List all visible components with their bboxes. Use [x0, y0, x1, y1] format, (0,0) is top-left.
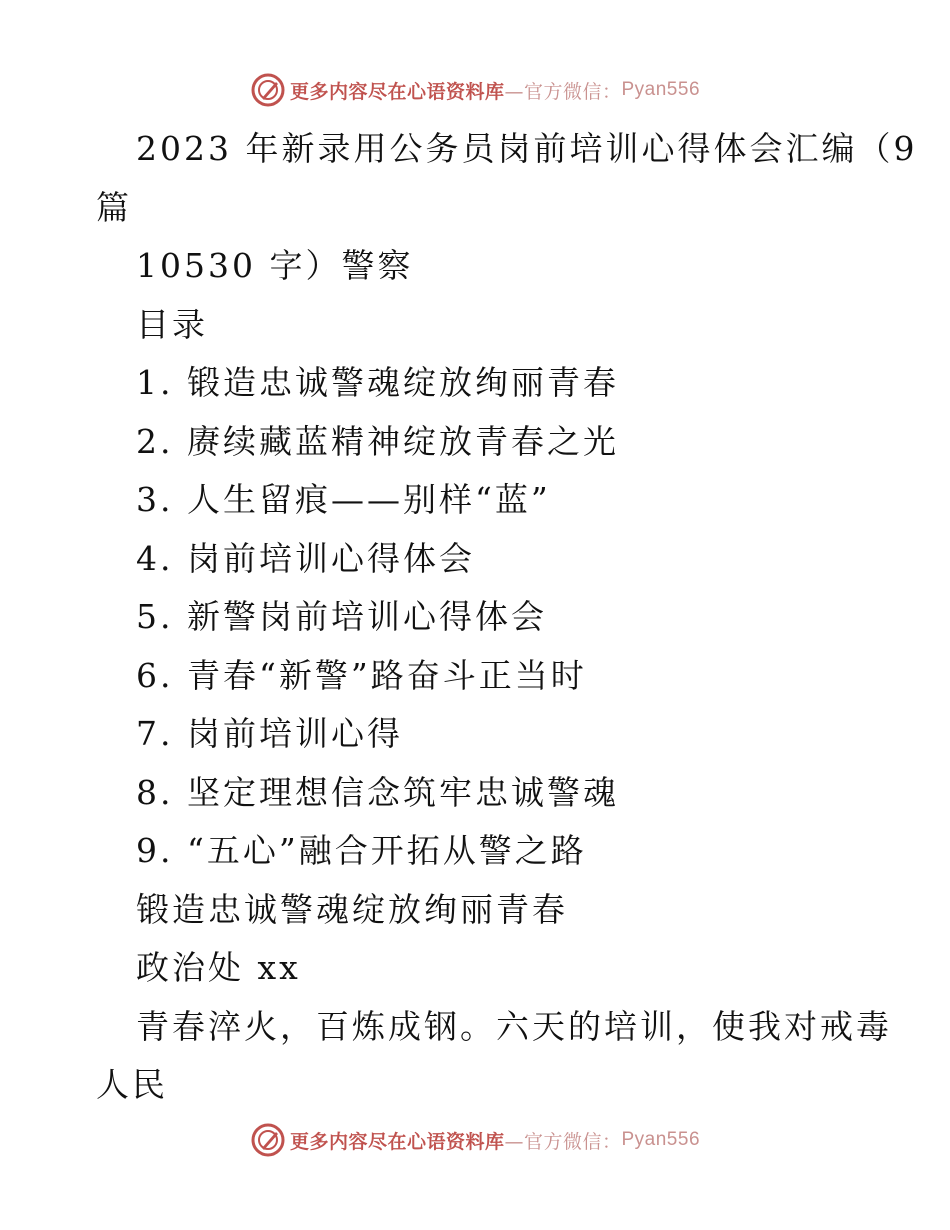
- toc-item: 3. 人生留痕——别样“蓝”: [136, 480, 551, 519]
- document-body: [96, 120, 918, 1115]
- document-title-wrap: 篇: [96, 187, 132, 227]
- toc-item: 7. 岗前培训心得: [136, 714, 403, 753]
- watermark-label: —官方微信：: [504, 1130, 622, 1153]
- toc-item: 4. 岗前培训心得体会: [136, 538, 475, 578]
- watermark-header: [0, 70, 950, 110]
- toc-list: [96, 354, 856, 881]
- toc-item: 2. 赓续藏蓝精神绽放青春之光: [136, 421, 619, 461]
- article-author: 政治处 xx: [136, 948, 301, 987]
- toc-item: 8. 坚定理想信念筑牢忠诚警魂: [136, 772, 619, 812]
- article-title: 锻造忠诚警魂绽放绚丽青春: [136, 889, 568, 929]
- brand-logo-icon: [250, 1122, 286, 1158]
- watermark-id: Pyan556: [621, 1129, 701, 1150]
- watermark-id: Pyan556: [621, 79, 701, 100]
- toc-item: 6. 青春“新警”路奋斗正当时: [136, 655, 587, 695]
- document-title-line1: 2023 年新录用公务员岗前培训心得体会汇编（9: [136, 129, 918, 168]
- paragraph-line: 人民: [96, 1065, 168, 1104]
- toc-item: 5. 新警岗前培训心得体会: [136, 597, 547, 636]
- toc-item: 9. “五心”融合开拓从警之路: [136, 831, 587, 870]
- watermark-brand: 更多内容尽在心语资料库: [289, 1130, 505, 1153]
- watermark-footer: [0, 1120, 950, 1160]
- brand-logo-icon: [250, 72, 286, 108]
- paragraph-line: 青春淬火，百炼成钢。六天的培训，使我对戒毒: [136, 1006, 892, 1046]
- watermark-label: —官方微信：: [504, 80, 622, 103]
- document-title-line2: 10530 字）警察: [136, 246, 414, 285]
- watermark-brand: 更多内容尽在心语资料库: [289, 80, 505, 103]
- toc-heading: 目录: [136, 304, 208, 344]
- toc-item: 1. 锻造忠诚警魂绽放绚丽青春: [136, 363, 619, 402]
